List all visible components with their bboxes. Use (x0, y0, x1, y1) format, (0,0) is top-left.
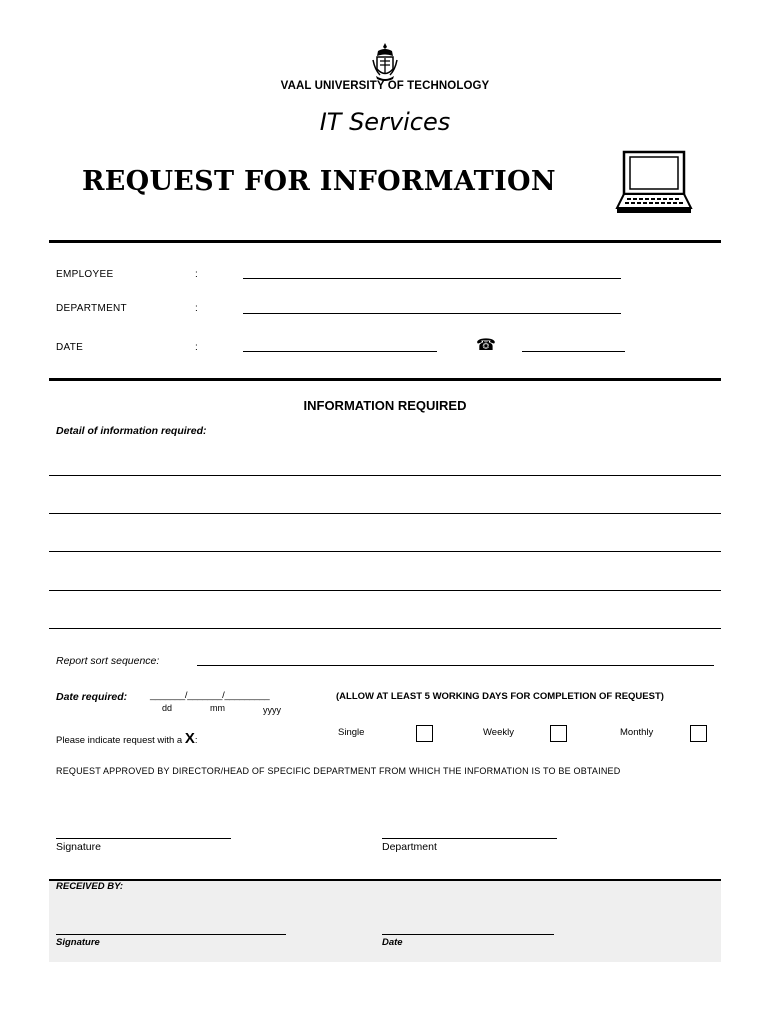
university-crest-icon (372, 42, 398, 82)
dd-hint: dd (162, 703, 173, 713)
university-name: VAAL UNIVERSITY OF TECHNOLOGY (280, 80, 490, 92)
indicate-suffix: : (194, 735, 198, 746)
date-label: DATE (56, 342, 84, 353)
header-divider (49, 240, 721, 243)
indicate-prefix: Please indicate request with a (56, 735, 185, 746)
phone-field[interactable] (522, 351, 625, 352)
received-date-label: Date (382, 937, 403, 948)
report-sort-field[interactable] (197, 665, 714, 666)
received-by-section (49, 879, 721, 962)
section-divider (49, 378, 721, 381)
mm-hint: mm (210, 703, 225, 713)
received-signature-field[interactable] (56, 934, 286, 935)
report-sort-label: Report sort sequence: (56, 655, 160, 667)
department-field[interactable] (243, 313, 621, 314)
approval-signature-field[interactable] (56, 838, 231, 839)
approval-department-field[interactable] (382, 838, 557, 839)
detail-label: Detail of information required: (56, 425, 207, 437)
x-mark: X (184, 730, 195, 747)
monthly-checkbox[interactable] (690, 725, 707, 742)
approval-signature-label: Signature (56, 841, 101, 853)
weekly-label: Weekly (483, 727, 514, 738)
allow-note: (ALLOW AT LEAST 5 WORKING DAYS FOR COMPLETION OF REQUEST) (336, 691, 664, 702)
date-colon: : (195, 342, 198, 353)
department-colon: : (195, 303, 198, 314)
date-required-label: Date required: (56, 691, 128, 703)
received-by-heading: RECEIVED BY: (56, 881, 124, 892)
monthly-label: Monthly (620, 727, 654, 738)
approval-statement: REQUEST APPROVED BY DIRECTOR/HEAD OF SPECIFIC DEPARTMENT FROM WHICH THE INFORMATION IS TO BE OBTAINED (56, 766, 621, 776)
yyyy-hint: yyyy (263, 705, 281, 715)
information-required-heading: INFORMATION REQUIRED (303, 398, 467, 413)
weekly-checkbox[interactable] (550, 725, 567, 742)
telephone-icon: ☎ (476, 335, 496, 354)
indicate-request-label (56, 730, 198, 747)
laptop-icon (615, 150, 693, 216)
employee-colon: : (195, 269, 198, 280)
department-heading: IT Services (319, 108, 451, 136)
date-required-field[interactable]: _______/_______/_________ (150, 690, 270, 701)
received-signature-label: Signature (56, 937, 100, 948)
received-date-field[interactable] (382, 934, 554, 935)
approval-department-label: Department (382, 841, 437, 853)
employee-field[interactable] (243, 278, 621, 279)
date-field[interactable] (243, 351, 437, 352)
employee-label: EMPLOYEE (56, 269, 114, 280)
detail-line[interactable] (49, 551, 721, 552)
detail-line[interactable] (49, 475, 721, 476)
single-checkbox[interactable] (416, 725, 433, 742)
single-label: Single (338, 727, 365, 738)
detail-line[interactable] (49, 590, 721, 591)
page-title: REQUEST FOR INFORMATION (82, 166, 556, 197)
detail-line[interactable] (49, 628, 721, 629)
department-label: DEPARTMENT (56, 303, 127, 314)
detail-line[interactable] (49, 513, 721, 514)
